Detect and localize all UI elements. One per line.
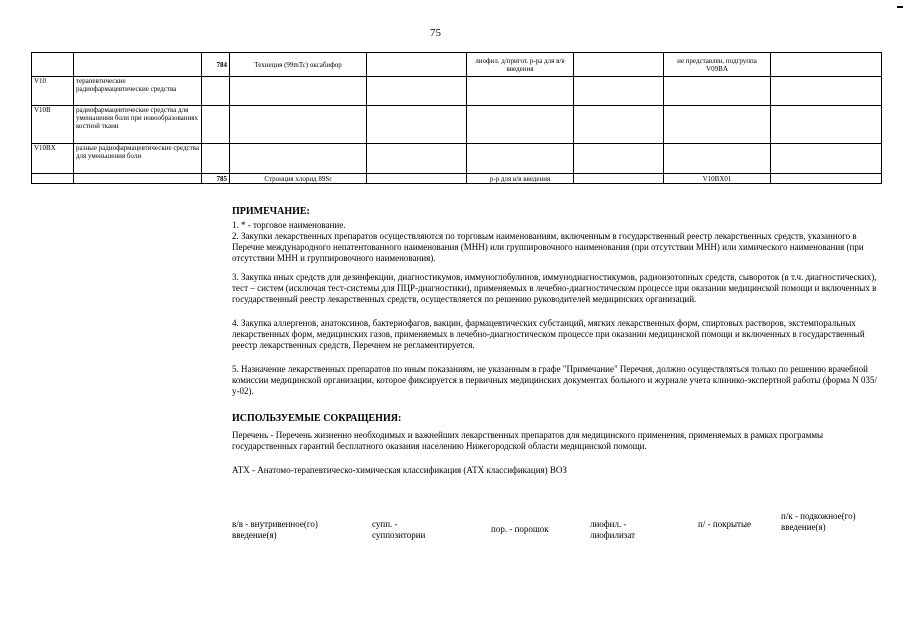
abbreviation-atc: АТХ - Анатомо-терапевтическо-химическая классификация (АТХ классификация) ВОЗ	[232, 465, 567, 475]
empty-cell	[574, 174, 664, 184]
drug-name-cell: Стронция хлорид 89Sr	[230, 174, 367, 184]
atc-code-cell	[32, 174, 74, 184]
empty-cell	[367, 106, 467, 144]
empty-cell	[367, 53, 467, 77]
empty-cell	[574, 53, 664, 77]
abbr-pk: п/к - подкожное(го) введение(я)	[781, 511, 856, 532]
empty-cell	[367, 144, 467, 174]
abbr-liofil: лиофил. - лиофилизат	[590, 519, 636, 540]
table-row	[32, 144, 882, 174]
dosage-form-cell	[467, 144, 574, 174]
empty-cell	[574, 106, 664, 144]
dosage-form-cell: лиофил. д/пригот. р-ра для в/в введения	[467, 53, 574, 77]
atc-group-cell: радиофармацевтические средства для уменьшения боли при новообразованиях костной ткани	[74, 106, 202, 144]
atc-group-cell	[74, 53, 202, 77]
empty-cell	[771, 174, 882, 184]
drug-name-cell	[230, 77, 367, 106]
note-5: 5. Назначение лекарственных препаратов по иным показаниям, не указанным в графе "Примечание" Перечня, должно осуществляться только по решению врачебной комиссии медицинской организации, которое фиксируется в первичных медицинских документах больного и журнале учета клинико-экспертной работы (форма N 035/у-02).	[232, 364, 878, 396]
empty-cell	[771, 106, 882, 144]
table-row	[32, 53, 882, 77]
abbr-vv: в/в - внутривенное(го) введение(я)	[232, 519, 318, 540]
notes-section	[232, 206, 882, 476]
empty-cell	[367, 174, 467, 184]
table-row	[32, 106, 882, 144]
atc-group-cell	[74, 174, 202, 184]
note-3: 3. Закупка иных средств для дезинфекции, диагностикумов, иммуноглобулинов, иммунодиагностикумов, радиоизотопных средств, сывороток (в т.ч. диагностических), тест – систем (исключая тест-системы для ПЦР-диагностики), применяемых в лечебно-диагностическом процессе при оказании медицинской помощи и включенных в государственный реестр лекарственных средств, осуществляется по решению руководителей медицинских организаций.	[232, 272, 877, 304]
dosage-form-cell	[467, 106, 574, 144]
abbreviation-perechen: Перечень - Перечень жизненно необходимых и важнейших лекарственных препаратов для медицинского применения, применяемых в рамках программы государственных гарантий бесплатного оказания населению Нижегородской области медицинской помощи.	[232, 430, 824, 451]
note-cell: не представлен, подгруппа V09BA	[664, 53, 771, 77]
row-number-cell: 785	[202, 174, 230, 184]
corner-mark	[897, 6, 903, 8]
empty-cell	[574, 144, 664, 174]
drug-name-cell	[230, 144, 367, 174]
table-row	[32, 174, 882, 184]
drug-name-cell: Технеция (99mTc) оксабифор	[230, 53, 367, 77]
notes-heading: ПРИМЕЧАНИЕ:	[232, 206, 310, 217]
note-cell	[664, 106, 771, 144]
empty-cell	[771, 144, 882, 174]
page-number: 75	[430, 27, 441, 39]
table-row	[32, 77, 882, 106]
atc-code-cell: V10B	[32, 106, 74, 144]
empty-cell	[574, 77, 664, 106]
atc-code-cell	[32, 53, 74, 77]
note-1: 1. * - торговое наименование.	[232, 220, 346, 230]
row-number-cell: 784	[202, 53, 230, 77]
note-cell: V10BX01	[664, 174, 771, 184]
atc-code-cell: V10	[32, 77, 74, 106]
note-4: 4. Закупка аллергенов, анатоксинов, бактериофагов, вакцин, фармацевтических субстанций, мягких лекарственных форм, спиртовых растворов, экстемпоральных лекарственных форм, медицинских газов, применяемых в лечебно-диагностическом процессе при оказании медицинской помощи и включенных в государственный реестр лекарственных средств, Перечнем не регламентируется.	[232, 318, 865, 350]
row-number-cell	[202, 77, 230, 106]
row-number-cell	[202, 144, 230, 174]
row-number-cell	[202, 106, 230, 144]
atc-group-cell: терапевтические радиофармацевтические средства	[74, 77, 202, 106]
abbr-por: пор. - порошок	[491, 524, 549, 534]
abbreviations-heading: ИСПОЛЬЗУЕМЫЕ СОКРАЩЕНИЯ:	[232, 413, 402, 424]
note-cell	[664, 77, 771, 106]
note-cell	[664, 144, 771, 174]
atc-code-cell: V10BX	[32, 144, 74, 174]
abbr-supp: супп. - суппозитории	[372, 519, 426, 540]
drug-name-cell	[230, 106, 367, 144]
note-2: 2. Закупки лекарственных препаратов осуществляются по торговым наименованиям, включенным в государственный реестр лекарственных средств, указанного в Перечне международного непатентованного наименования (МНН) или группировочного наименования (при отсутствии МНН) или химического наименования (при отсутствии МНН и группировочного наименования).	[232, 231, 864, 263]
drug-table	[31, 52, 882, 184]
empty-cell	[367, 77, 467, 106]
dosage-form-cell	[467, 77, 574, 106]
abbr-pokr: п/ - покрытые	[698, 519, 752, 529]
empty-cell	[771, 77, 882, 106]
atc-group-cell: разные радиофармацевтические средства для уменьшения боли	[74, 144, 202, 174]
dosage-form-cell: р-р для в/в введения	[467, 174, 574, 184]
empty-cell	[771, 53, 882, 77]
